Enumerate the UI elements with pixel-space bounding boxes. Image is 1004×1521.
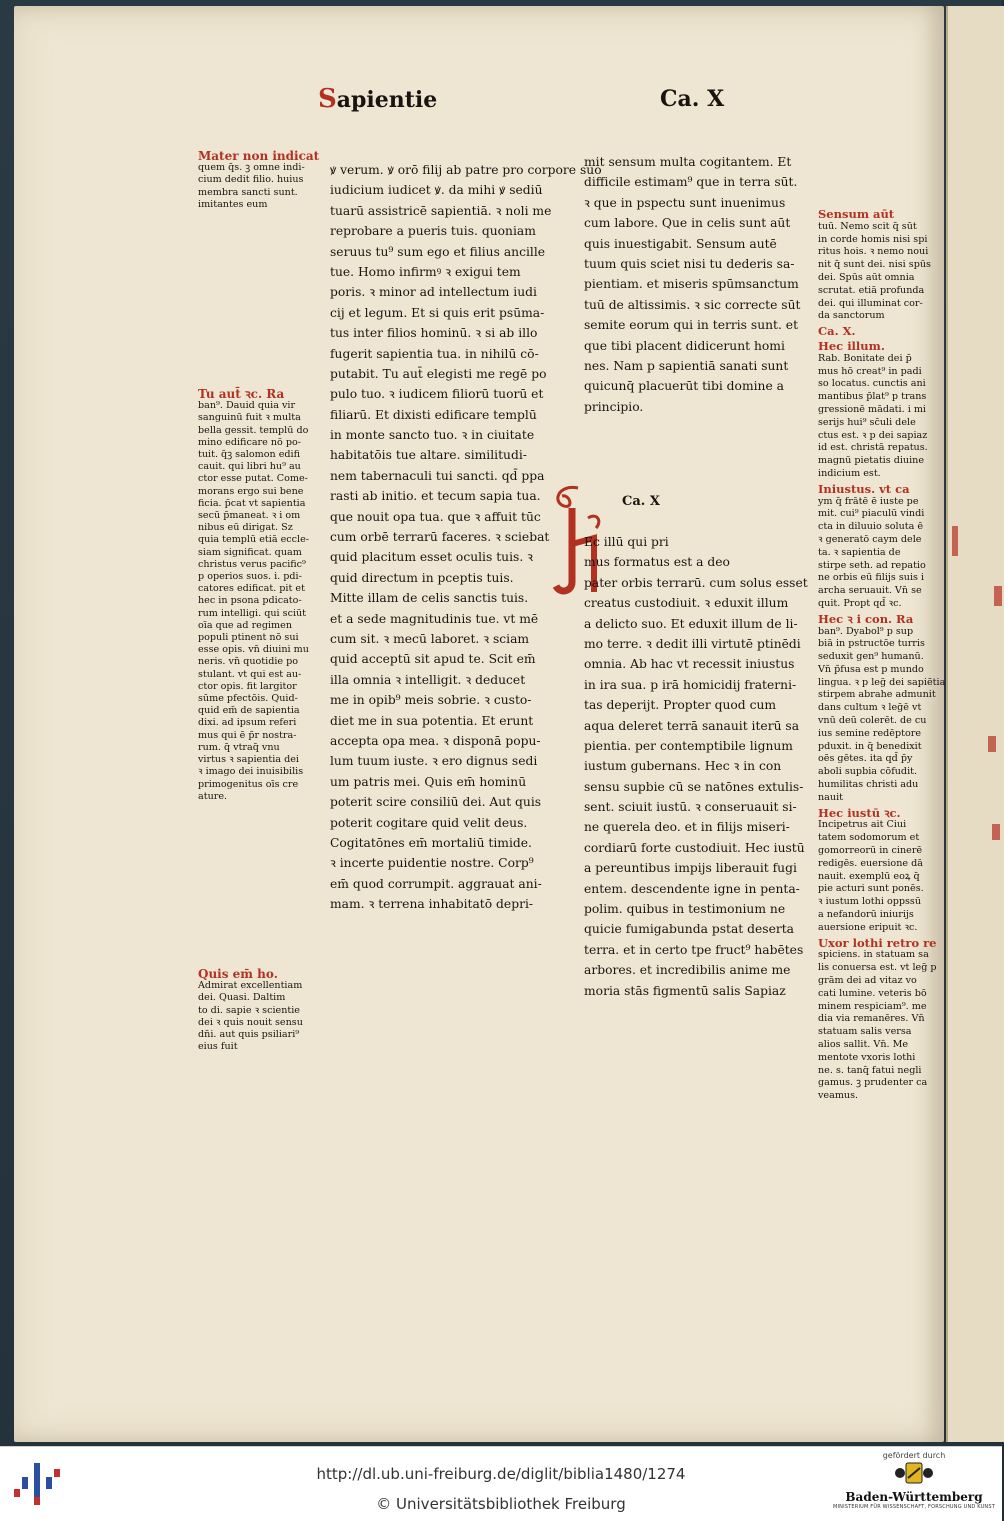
gloss-line: populi ptinent nō sui (198, 632, 299, 644)
gloss-line: dn̄i. aut quis psiliari⁹ (198, 1029, 300, 1041)
left-gloss-1 (198, 150, 326, 211)
gloss-line: stirpem abrahe admunit (818, 689, 936, 701)
gloss-line: Admirat excellentiam (198, 980, 303, 992)
gloss-line: quit. Propt qd̄ ꝛc. (818, 597, 902, 609)
gloss-line: ym q̄ frātē ē iuste pe (818, 495, 919, 507)
gloss-line: dixi. ad ipsum referi (198, 717, 297, 729)
gloss-line: eius fuit (198, 1041, 238, 1053)
gloss-line: pie acturi sunt ponēs. (818, 883, 924, 895)
gloss-lead: Quis em̄ ho. (198, 967, 278, 981)
gloss-line: gressionē mādati. i mi (818, 403, 926, 415)
gloss-line: to di. sapie ꝛ scientie (198, 1004, 300, 1016)
text-line: accepta opa mea. ꝛ disponā popu- (330, 733, 541, 748)
gloss-line: cati lumine. veteris bō (818, 987, 927, 999)
right-gloss-block (818, 611, 946, 805)
text-line: quicie fumigabunda pstat deserta (584, 922, 795, 937)
text-line: in monte sancto tuo. ꝛ in ciuitate (330, 428, 535, 443)
gloss-line: statuam salis versa (818, 1026, 912, 1038)
right-gloss-block (818, 483, 942, 611)
right-gloss-block (818, 208, 942, 323)
gloss-line: nauit (818, 791, 844, 803)
gloss-line: nibus eū dirigat. Sz (198, 522, 293, 534)
gloss-line: ne. s. tanq̄ fatui negli (818, 1064, 922, 1076)
right-gloss-block (818, 807, 942, 935)
gloss-line: Vn̄ p̄fusa est p mundo (818, 663, 924, 675)
text-line: que tibi placent didicerunt homi (584, 338, 785, 353)
gloss-lead: Hec illum. (818, 338, 885, 353)
text-line: pulo tuo. ꝛ iudicem filiorū tuorū et (330, 387, 544, 402)
text-line: rasti ab initio. et tecum sapia tua. (330, 489, 541, 504)
gloss-line: lis conuersa est. vt leḡ p (818, 962, 937, 974)
text-line: tuarū assistricē sapientiā. ꝛ noli me (330, 203, 552, 218)
sponsor-top-label: gefördert durch (882, 1451, 946, 1460)
gloss-line: cium dedit filio. huius (198, 174, 304, 186)
gloss-line: ꝛ iustum lothi oppssū (818, 896, 922, 908)
gloss-line: siam significat. quam (198, 546, 302, 558)
text-line: Mitte illam de celis sanctis tuis. (330, 591, 529, 606)
text-line: aqua deleret terrā sanauit iterū sa (584, 718, 800, 733)
gloss-line: dei. Quasi. Daltim (198, 992, 286, 1004)
text-line: Ec illū qui pri (584, 535, 669, 549)
gloss-line: auersione eripuit ꝛc. (818, 921, 918, 933)
text-line: um patris mei. Quis em̄ hominū (330, 774, 527, 789)
running-title (318, 84, 437, 114)
text-line: semite eorum qui in terris sunt. et (584, 318, 799, 333)
gloss-line: seduxit gen⁹ humanū. (818, 651, 924, 663)
gloss-line: ban⁹. Dauid quia vir (198, 400, 296, 412)
text-line: arbores. et incredibilis anime me (584, 963, 791, 978)
gloss-line: pduxit. in q̄ benedixit (818, 740, 922, 752)
text-line: a delicto suo. Et eduxit illum de li- (584, 616, 798, 631)
text-line: ꝛ incerte puidentie nostre. Corp⁹ (330, 856, 534, 871)
gloss-line: ctor opis. fit largitor (198, 680, 297, 692)
gloss-line: dia via remanēres. Vn̄ (818, 1013, 925, 1025)
gloss-line: da sanctorum (818, 310, 885, 322)
text-line: cum orbē terrarū faceres. ꝛ sciebat (330, 530, 550, 545)
gloss-line: id est. christā repatus. (818, 442, 928, 454)
state-coat-of-arms-icon (894, 1460, 934, 1486)
text-line: cordiarū forte custodiuit. Hec iustū (584, 840, 805, 855)
text-line: iustum gubernans. Hec ꝛ in con (584, 759, 782, 774)
gloss-lead: Hec ꝛ i con. Ra (818, 611, 914, 626)
gloss-line: secū p̄maneat. ꝛ i om (198, 510, 301, 522)
chapter-subheading: Ca. X (622, 494, 660, 509)
text-line: mus formatus est a deo (584, 555, 730, 570)
text-line: cij et legum. Et si quis erit psūma- (330, 305, 545, 320)
gloss-line: serijs hui⁹ sc̄uli dele (818, 416, 916, 428)
gloss-line: stirpe seth. ad repatio (818, 559, 926, 571)
text-line: pientiam. et miseris spūmsanctum (584, 277, 799, 292)
right-gloss-block (818, 325, 942, 338)
text-line: nem tabernaculi tui sancti. qd̄ ppa (330, 468, 545, 483)
gloss-line: gamus. ꝫ prudenter ca (818, 1077, 928, 1089)
gloss-line: ne orbis eū filijs suis i (818, 572, 925, 584)
text-line: mo terre. ꝛ dedit illi virtutē ptinēdi (584, 636, 801, 651)
right-gloss-block (818, 340, 942, 481)
gloss-line: oīa que ad regimen (198, 619, 292, 631)
gloss-lead: Hec iustū ꝛc. (818, 805, 901, 820)
running-title-initial: S (318, 84, 337, 114)
left-gloss-2 (198, 388, 326, 803)
gloss-line: rum. q̄ vtraq̄ vnu (198, 741, 280, 753)
gloss-line: biā in pstructōe turris (818, 638, 925, 650)
gloss-line: stulant. vt qui est au- (198, 668, 302, 680)
gloss-line: mus qui ē p̄r nostra- (198, 729, 297, 741)
gloss-line: quia templū etiā eccle- (198, 534, 310, 546)
gloss-line: dans cultum ꝛ leḡē vt (818, 702, 922, 714)
gloss-line: bella gessit. templū do (198, 424, 309, 436)
text-line: cum sit. ꝛ mecū laboret. ꝛ sciam (330, 631, 530, 646)
gloss-line: grām dei ad vitaz vo (818, 975, 917, 987)
text-line: fugerit sapientia tua. in nihilū cō- (330, 346, 539, 361)
gloss-line: redigēs. euersione dā (818, 857, 923, 869)
gloss-line: alios sallit. Vn̄. Me (818, 1039, 909, 1050)
gloss-line: virtus ꝛ sapientia dei (198, 754, 299, 766)
gloss-line: ius semine redēptore (818, 727, 922, 739)
text-line: iudicium iudicet ꝟ. da mihi ꝟ sediū (330, 183, 543, 198)
gloss-lead: Mater non indicat (198, 149, 320, 163)
gloss-line: ban⁹. Dyabol⁹ p sup (818, 625, 914, 637)
text-line: quid acceptū sit apud te. Scit em̄ (330, 652, 536, 667)
gloss-line: aboli supbia cōfudit. (818, 766, 918, 778)
gloss-line: esse opis. vn̄ diuini mu (198, 644, 309, 656)
gloss-line: quid em̄ de sapientia (198, 705, 300, 717)
gloss-line: indicium est. (818, 467, 881, 479)
gloss-line: in corde homis nisi spi (818, 233, 928, 245)
gloss-line: ature. (198, 790, 228, 802)
text-column-1 (330, 160, 602, 914)
permalink-url[interactable]: http://dl.ub.uni-freiburg.de/diglit/biblia1480/1274 (316, 1465, 686, 1483)
gloss-lead: Ca. X. (818, 324, 856, 339)
gloss-line: gomorreorū in cinerē (818, 845, 923, 857)
text-line: cum labore. Que in celis sunt aūt (584, 216, 791, 231)
text-line: sent. sciuit iustū. ꝛ conseruauit si- (584, 800, 797, 815)
copyright-notice: © Universitätsbibliothek Freiburg (376, 1495, 626, 1513)
gloss-line: dei. Spūs aūt omnia (818, 271, 915, 283)
text-line: et a sede magnitudinis tue. vt mē (330, 611, 539, 626)
gloss-line: scrutat. etiā profunda (818, 284, 925, 296)
text-column-2-bottom (584, 532, 808, 1001)
text-line: reprobare a pueris tuis. quoniam (330, 224, 536, 239)
text-line: lum tuum iuste. ꝛ ero dignus sedi (330, 754, 538, 769)
gloss-line: mino edificare nō po- (198, 436, 302, 448)
gloss-lead: Sensum aūt (818, 207, 895, 221)
gloss-line: tuū. Nemo scit q̄ sūt (818, 220, 917, 232)
gloss-line: dei. qui illuminat cor- (818, 297, 923, 309)
text-line: poterit scire consiliū dei. Aut quis (330, 795, 542, 810)
gloss-line: mantibus p̄lat⁹ p trans (818, 391, 927, 403)
gloss-line: ritus hois. ꝛ nemo noui (818, 246, 929, 258)
sponsor-ministry: MINISTERIUM FÜR WISSENSCHAFT, FORSCHUNG UND KUNST (832, 1504, 996, 1510)
gloss-line: p operios suos. i. pdi- (198, 571, 302, 583)
gloss-line: ꝛ generatō caym dele (818, 533, 922, 545)
left-gloss-3 (198, 968, 326, 1053)
text-line: entem. descendente igne in penta- (584, 881, 800, 896)
gloss-line: nauit. exemplū eoꝝ q̄ (818, 870, 920, 882)
text-line: difficile estimam⁹ que in terra sūt. (584, 175, 798, 190)
text-line: ꝟ verum. ꝟ orō filij ab patre pro corpore suo (330, 163, 602, 177)
gloss-line: tatem sodomorum et (818, 832, 920, 844)
gloss-line: mentote vxoris lothi (818, 1051, 916, 1063)
gloss-lead: Uxor lothi retro re (818, 935, 937, 950)
text-line: tuū de altissimis. ꝛ sic correcte sūt (584, 297, 801, 312)
gloss-line: ctor esse putat. Come- (198, 473, 308, 485)
gloss-line: morans ergo sui bene (198, 485, 304, 497)
sponsor-name: Baden-Württemberg (845, 1490, 983, 1504)
text-line: tuum quis sciet nisi tu dederis sa- (584, 256, 795, 271)
text-line: tus inter filios hominū. ꝛ si ab illo (330, 326, 538, 341)
gloss-line: sūme pfectōis. Quid- (198, 693, 298, 705)
text-line: in ira sua. p irā homicidij fraterni- (584, 677, 797, 692)
gloss-line: primogenitus oīs cre (198, 778, 299, 790)
text-line: mam. ꝛ terrena inhabitatō depri- (330, 897, 534, 912)
text-line: omnia. Ab hac vt recessit iniustus (584, 657, 795, 672)
gloss-lead: Tu aut̄ ꝛc. Ra (198, 387, 285, 401)
gloss-line: rum intelligi. qui sciūt (198, 607, 307, 619)
text-line: diet me in sua potentia. Et erunt (330, 713, 534, 728)
text-line: em̄ quod corrumpit. aggrauat ani- (330, 876, 542, 891)
text-line: habitatōis tue altare. similitudi- (330, 448, 527, 463)
gloss-line: imitantes eum (198, 198, 268, 210)
text-line: sensu supbie cū se natōnes extulis- (584, 779, 804, 794)
text-line: putabit. Tu aut̄ elegisti me regē po (330, 366, 547, 381)
right-gloss-block (818, 937, 942, 1103)
gloss-line: cauit. qui libri hu⁹ au (198, 461, 301, 473)
text-line: ne querela deo. et in filijs miseri- (584, 820, 790, 835)
gloss-line: ctus est. ꝛ p dei sapiaz (818, 429, 928, 441)
gloss-line: Incipetrus ait Ciui (818, 819, 907, 831)
text-line: seruus tu⁹ sum ego et filius ancille (330, 244, 546, 259)
text-line: nes. Nam p sapientiā sanati sunt (584, 358, 789, 373)
text-line: que nouit opa tua. que ꝛ affuit tūc (330, 509, 541, 524)
text-line: polim. quibus in testimonium ne (584, 902, 786, 917)
gloss-line: spiciens. in statuam sa (818, 949, 929, 961)
text-line: quid directum in pceptis tuis. (330, 570, 514, 585)
gloss-line: veamus. (818, 1090, 859, 1102)
text-line: poterit cogitare quid velit deus. (330, 815, 528, 830)
text-line: quicunq̄ placuerūt tibi domine a (584, 379, 784, 394)
gloss-line: membra sancti sunt. (198, 186, 298, 198)
text-line: mit sensum multa cogitantem. Et (584, 155, 792, 169)
gloss-line: humilitas christi adu (818, 779, 919, 791)
viewer-footer (0, 1446, 1002, 1521)
text-line: terra. et in certo tpe fruct⁹ habētes (584, 942, 804, 957)
gloss-line: minem respiciam⁹. me (818, 1000, 927, 1012)
gloss-line: lingua. ꝛ p leḡ dei sapiētia (818, 676, 946, 688)
gloss-line: oēs gētes. ita qd̄ p̄y (818, 753, 913, 765)
text-line: illa omnia ꝛ intelligit. ꝛ deducet (330, 672, 526, 687)
right-gloss (818, 207, 946, 1105)
gloss-line: hec in psona pdicato- (198, 595, 302, 607)
text-line: pientia. per contemptibile lignum (584, 738, 793, 753)
gloss-line: vnū deū colerēt. de cu (818, 715, 927, 727)
gloss-line: so locatus. cunctis ani (818, 378, 926, 390)
gloss-line: catores edificat. pit et (198, 583, 305, 595)
gloss-line: mit. cui⁹ piaculū vindi (818, 508, 925, 520)
gloss-line: cta in diluuio soluta ē (818, 521, 924, 533)
text-line: poris. ꝛ minor ad intellectum iudi (330, 285, 537, 300)
gloss-line: dei ꝛ quis nouit sensu (198, 1016, 303, 1028)
gloss-line: archa seruauit. Vn̄ se (818, 585, 922, 597)
text-line: tue. Homo infirmꝰ ꝛ exigui tem (330, 264, 521, 279)
gloss-line: ta. ꝛ sapientia de (818, 546, 901, 558)
text-line: me in opib⁹ meis sobrie. ꝛ custo- (330, 693, 532, 708)
gloss-line: christus verus pacific⁹ (198, 558, 306, 570)
gloss-line: ficia. p̄cat vt sapientia (198, 497, 306, 509)
gloss-line: sanguinū fuit ꝛ multa (198, 412, 301, 424)
text-line: principio. (584, 399, 644, 414)
gloss-lead: Iniustus. vt ca (818, 481, 910, 496)
text-line: quis inuestigabit. Sensum autē (584, 236, 777, 251)
gloss-line: tuit. q̄ꝫ salomon edifi (198, 449, 301, 461)
chapter-number: Ca. X (660, 86, 725, 112)
text-line: Cogitatōnes em̄ mortaliū timide. (330, 835, 532, 850)
text-column-2-top (584, 152, 801, 417)
text-line: moria stās figmentū salis Sapiaz (584, 983, 786, 998)
sponsor-block (830, 1449, 998, 1519)
text-line: filiarū. Et dixisti edificare templū (330, 407, 537, 422)
text-line: tas deperijt. Propter quod cum (584, 698, 777, 713)
text-line: pater orbis terrarū. cum solus esset (584, 575, 808, 590)
adjacent-page-edge (946, 6, 1004, 1442)
gloss-line: mus hō creat⁹ in padi (818, 365, 922, 377)
gloss-line: a nefandorū iniurijs (818, 909, 914, 921)
gloss-line: nit q̄ sunt dei. nisi spūs (818, 259, 931, 271)
gloss-line: ꝛ imago dei inuisibilis (198, 766, 304, 778)
text-line: ꝛ que in pspectu sunt inuenimus (584, 195, 786, 210)
gloss-line: quem q̄s. ꝫ omne indi- (198, 162, 305, 174)
text-line: quid placitum esset oculis tuis. ꝛ (330, 550, 533, 565)
running-title-text: apientie (336, 87, 438, 113)
gloss-line: magnū pietatis diuine (818, 455, 925, 467)
gloss-line: Rab. Bonitate dei p̄ (818, 352, 912, 364)
gloss-line: neris. vn̄ quotidie po (198, 656, 299, 668)
text-line: creatus custodiuit. ꝛ eduxit illum (584, 596, 789, 611)
text-line: a pereuntibus impijs liberauit fugi (584, 861, 797, 876)
